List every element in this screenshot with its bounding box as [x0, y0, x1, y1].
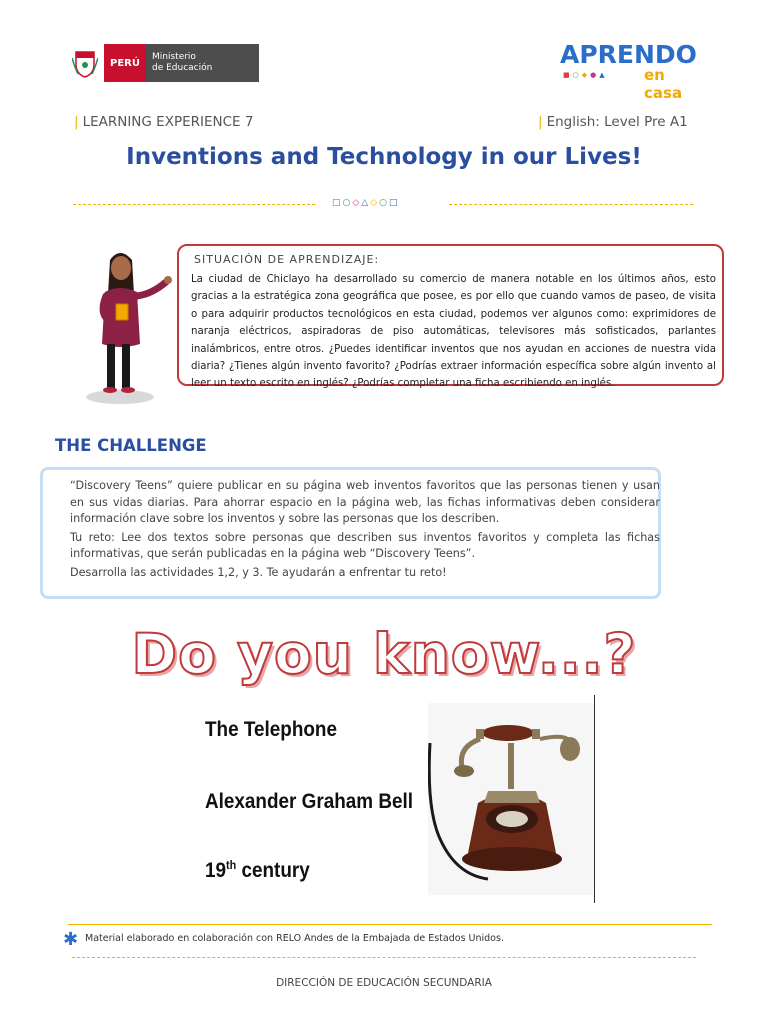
telephone-image: [428, 703, 594, 895]
challenge-title: THE CHALLENGE: [55, 436, 207, 455]
level-label: | English: Level Pre A1: [538, 114, 688, 130]
century-number: 19: [205, 859, 227, 882]
situation-text: La ciudad de Chiclayo ha desarrollado su comercio de manera notable en los últimos años, esto gracias a la estratégica zona geográfica que posee, es por ello que cuando vamos de paseo, de visita o para adquirir productos tecnológicos en esta ciudad, podemos ver algunos como: exprimidores de naranja eléctricos, aspiradoras de piso automáticas, televisores más sofisticados, parlantes inalámbricos, entre otros. ¿Puedes identificar inventos que nos ayudan en acciones de nuestra vida diaria? ¿Tienes algún invento favorito? ¿Podrías extraer información específica sobre algún invento al leer un texto escrito en inglés? ¿Podrías completar una ficha escribiendo en inglés.: [191, 274, 716, 390]
challenge-paragraph-3: Desarrolla las actividades 1,2, y 3. Te ayudarán a enfrentar tu reto!: [70, 565, 447, 579]
experience-text: LEARNING EXPERIENCE 7: [82, 114, 254, 130]
level-text: English: Level Pre A1: [546, 114, 688, 130]
brand-line-2: en casa: [644, 66, 683, 102]
footer-direction: DIRECCIÓN DE EDUCACIÓN SECUNDARIA: [276, 977, 492, 989]
divider-shapes-icon: □○◇△◇○□: [332, 198, 400, 208]
aprendo-en-casa-logo: [560, 40, 700, 102]
student-illustration: [82, 246, 176, 406]
century-word: century: [241, 859, 310, 882]
challenge-paragraph-1: “Discovery Teens” quiere publicar en su página web inventos favoritos que las personas tienen y usan en sus vidas diarias. Para ahorrar espacio en la página web, las fichas informativas deben considerar información clave sobre los inventos y sobre las personas que los describen.: [70, 479, 660, 525]
challenge-paragraph-2: Tu reto: Lee dos textos sobre personas que describen sus inventos favoritos y completa las fichas informativas, que serán publicadas en la página web “Discovery Teens”.: [70, 530, 660, 560]
ministry-line-2: de Educación: [152, 63, 213, 73]
invention-century: [205, 858, 310, 883]
brand-shapes-icon: ■○◆●▲: [563, 71, 608, 79]
footer-note: Material elaborado en colaboración con RELO Andes de la Embajada de Estados Unidos.: [85, 933, 504, 944]
footer-dashed-divider: [72, 957, 696, 958]
inventor-name: Alexander Graham Bell: [205, 790, 413, 813]
century-suffix: th: [226, 858, 237, 872]
divider-left: [73, 204, 315, 205]
do-you-know-heading: Do you know...?: [131, 622, 637, 686]
footer-divider: [68, 924, 712, 925]
coat-of-arms-icon: [70, 46, 100, 80]
brand-line-1: APRENDO: [560, 40, 697, 69]
challenge-text: [70, 478, 660, 583]
peru-badge: PERÚ: [104, 44, 146, 82]
experience-label: | LEARNING EXPERIENCE 7: [74, 114, 254, 130]
ministry-name: [146, 44, 259, 82]
minedu-logo: [70, 44, 259, 82]
situation-label: SITUACIÓN DE APRENDIZAJE:: [194, 253, 380, 266]
invention-name: The Telephone: [205, 718, 337, 741]
divider-right: [449, 204, 693, 205]
asterisk-icon: ✱: [63, 929, 79, 950]
ministry-line-1: Ministerio: [152, 52, 196, 62]
page-title: Inventions and Technology in our Lives!: [126, 144, 642, 170]
image-border: [594, 695, 595, 903]
